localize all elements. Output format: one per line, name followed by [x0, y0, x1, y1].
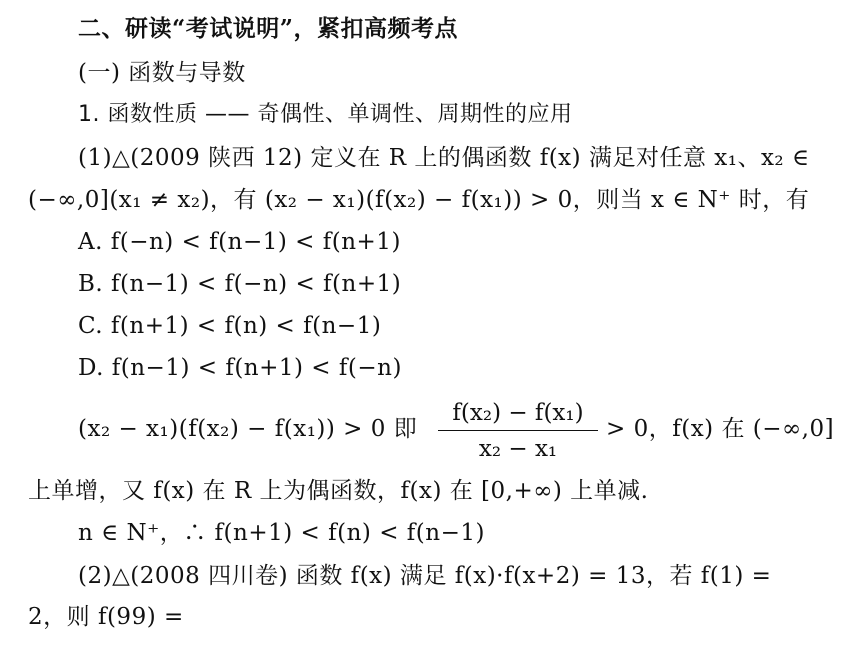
option-a: A. f(−n) < f(n−1) < f(n+1)	[78, 229, 401, 255]
section-subtitle: (一) 函数与导数	[78, 60, 246, 86]
problem1-stem-line2: (−∞,0](x₁ ≠ x₂)，有 (x₂ − x₁)(f(x₂) − f(x₁)) > 0，则当 x ∈ N⁺ 时，有	[28, 187, 810, 213]
solution-line3: n ∈ N⁺，∴ f(n+1) < f(n) < f(n−1)	[78, 520, 485, 546]
problem1-stem-line1: (1)△(2009 陕西 12) 定义在 R 上的偶函数 f(x) 满足对任意 x₁、x₂ ∈	[78, 145, 810, 171]
fraction-numerator: f(x₂) − f(x₁)	[452, 400, 584, 426]
option-b: B. f(n−1) < f(−n) < f(n+1)	[78, 271, 402, 297]
solution-left: (x₂ − x₁)(f(x₂) − f(x₁)) > 0 即	[78, 416, 418, 442]
solution-right: > 0，f(x) 在 (−∞,0]	[606, 416, 835, 442]
option-d: D. f(n−1) < f(n+1) < f(−n)	[78, 355, 402, 381]
section-title: 二、研读“考试说明”，紧扣高频考点	[78, 15, 458, 42]
problem2-stem-line1: (2)△(2008 四川卷) 函数 f(x) 满足 f(x)·f(x+2) = 13，若 f(1) =	[78, 563, 772, 589]
topic-heading: 1. 函数性质 —— 奇偶性、单调性、周期性的应用	[78, 102, 573, 127]
solution-line2: 上单增，又 f(x) 在 R 上为偶函数，f(x) 在 [0,+∞) 上单减.	[28, 478, 649, 504]
option-c: C. f(n+1) < f(n) < f(n−1)	[78, 313, 382, 339]
solution-fraction	[438, 398, 598, 464]
fraction-bar	[438, 430, 598, 431]
fraction-denominator: x₂ − x₁	[478, 436, 558, 462]
problem2-stem-line2: 2，则 f(99) =	[28, 604, 184, 630]
